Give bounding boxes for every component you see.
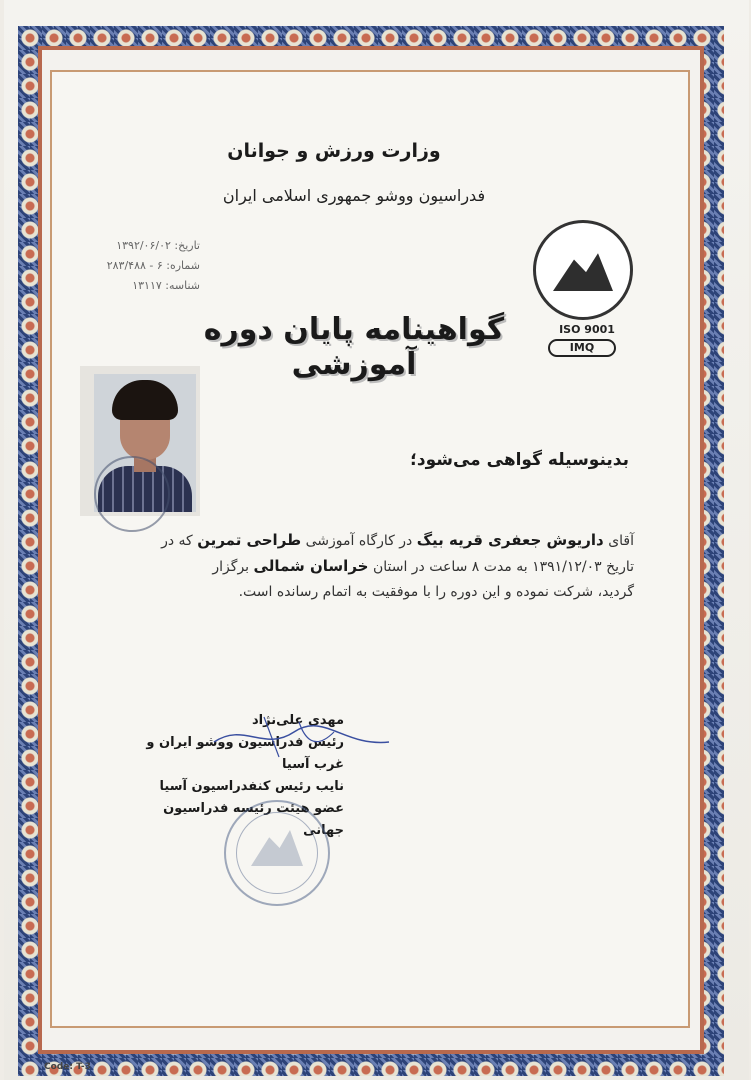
body-text: در کارگاه آموزشی	[305, 533, 413, 549]
iso-label: ISO 9001	[559, 323, 615, 336]
federation-seal-icon	[224, 800, 330, 906]
body-line-2	[94, 554, 634, 580]
meta-date: تاریخ: ۱۳۹۲/۰۶/۰۲	[116, 239, 200, 252]
body-text: آقای	[608, 533, 634, 549]
signatory-name: مهدی علی‌نژاد	[251, 713, 344, 728]
province-name: خراسان شمالی	[253, 557, 369, 575]
document-meta	[100, 236, 200, 296]
body-text: برگزار	[212, 559, 250, 575]
signatory-role-2: نایب رئیس کنفدراسیون آسیا	[159, 779, 344, 794]
imq-badge: IMQ	[548, 339, 616, 357]
certificate-title: گواهینامه پایان دوره آموزشی	[203, 312, 505, 382]
federation-heading: فدراسیون ووشو جمهوری اسلامی ایران	[222, 186, 486, 205]
body-line-3: گردید، شرکت نموده و این دوره را با موفقیت به اتمام رسانده است.	[238, 584, 634, 600]
ministry-heading: وزارت ورزش و جوانان	[227, 140, 441, 162]
federation-logo-icon	[533, 220, 633, 320]
certificate-sheet	[4, 0, 749, 1080]
signatory-role-1: رئیس فدراسیون ووشو ایران و غرب آسیا	[146, 735, 344, 772]
recipient-name: داریوش جعفری قریه بیگ	[416, 531, 604, 549]
certificate-body	[94, 528, 634, 605]
meta-number: شماره: ۶ - ۲۸۳/۴۸۸	[106, 259, 200, 272]
certificate-greeting: بدینوسیله گواهی می‌شود؛	[410, 450, 629, 470]
course-name: طراحی تمرین	[197, 531, 302, 549]
meta-id: شناسه: ۱۳۱۱۷	[132, 279, 200, 292]
body-line-1	[94, 528, 634, 554]
body-text: تاریخ ۱۳۹۱/۱۲/۰۳ به مدت ۸ ساعت در استان	[372, 559, 634, 575]
signature-scribble	[204, 712, 394, 762]
photo-stamp-icon	[94, 456, 170, 532]
signatory-role-3: عضو هیئت رئیسه فدراسیون جهانی	[163, 801, 344, 838]
form-code: Code: T-3	[44, 1062, 91, 1072]
body-text: که در	[161, 533, 193, 549]
